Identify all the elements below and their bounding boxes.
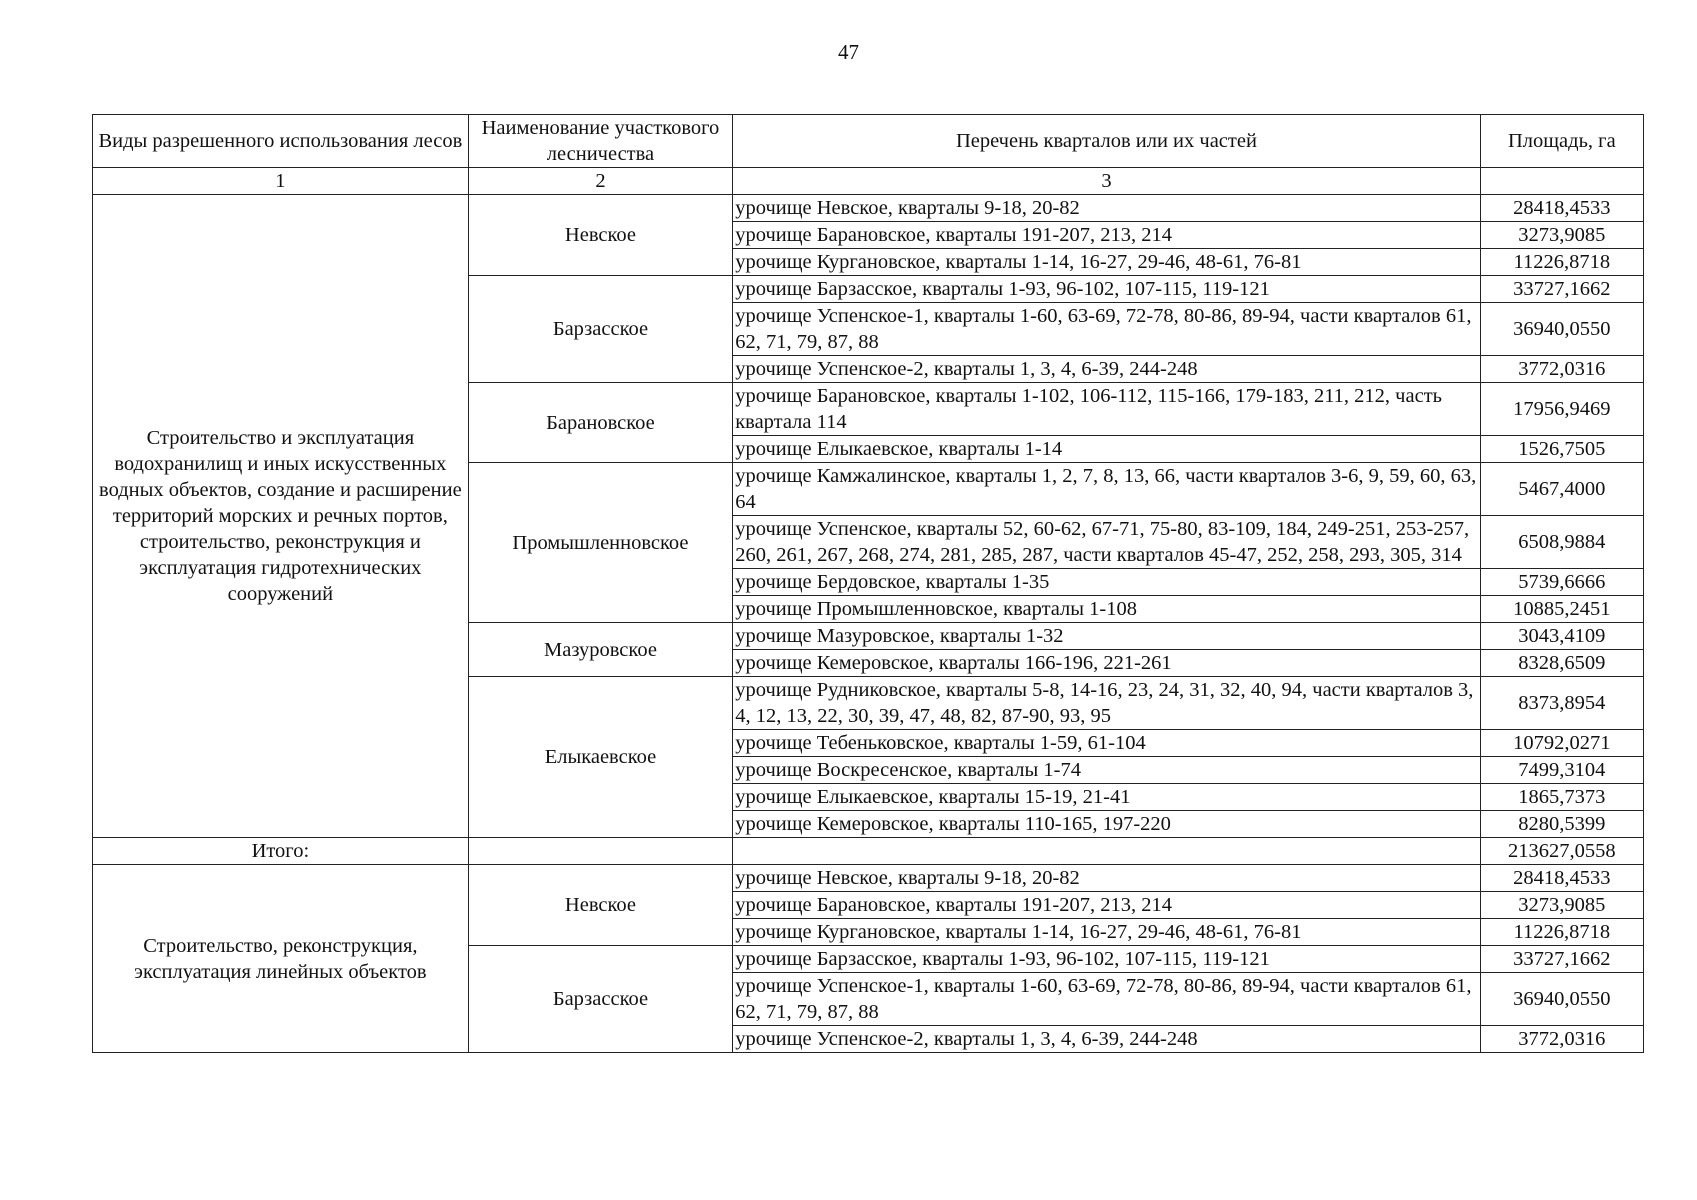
quarters-cell: урочище Барзасское, кварталы 1-93, 96-102, 107-115, 119-121	[733, 946, 1480, 973]
area-cell: 1865,7373	[1480, 784, 1643, 811]
area-cell: 3772,0316	[1480, 1026, 1643, 1053]
area-cell: 3043,4109	[1480, 623, 1643, 650]
column-number	[1480, 168, 1643, 195]
forest-use-table	[92, 114, 1644, 1053]
area-cell: 10885,2451	[1480, 596, 1643, 623]
quarters-cell: урочище Воскресенское, кварталы 1-74	[733, 757, 1480, 784]
quarters-cell: урочище Барзасское, кварталы 1-93, 96-102, 107-115, 119-121	[733, 276, 1480, 303]
quarters-cell: урочище Мазуровское, кварталы 1-32	[733, 623, 1480, 650]
header-area: Площадь, га	[1480, 115, 1643, 168]
area-cell: 7499,3104	[1480, 757, 1643, 784]
forestry-name-cell: Барзасское	[468, 276, 733, 383]
quarters-cell: урочище Барановское, кварталы 191-207, 213, 214	[733, 222, 1480, 249]
total-area: 213627,0558	[1480, 838, 1643, 865]
column-number-row	[93, 168, 1644, 195]
quarters-cell: урочище Успенское-2, кварталы 1, 3, 4, 6-39, 244-248	[733, 356, 1480, 383]
area-cell: 6508,9884	[1480, 516, 1643, 569]
quarters-cell: урочище Тебеньковское, кварталы 1-59, 61-104	[733, 730, 1480, 757]
empty-cell	[468, 838, 733, 865]
area-cell: 5467,4000	[1480, 463, 1643, 516]
header-use-type: Виды разрешенного использования лесов	[93, 115, 469, 168]
quarters-cell: урочище Успенское-2, кварталы 1, 3, 4, 6-39, 244-248	[733, 1026, 1480, 1053]
area-cell: 28418,4533	[1480, 195, 1643, 222]
header-quarters-list: Перечень кварталов или их частей	[733, 115, 1480, 168]
header-forestry-name: Наименование участкового лесничества	[468, 115, 733, 168]
area-cell: 1526,7505	[1480, 436, 1643, 463]
area-cell: 10792,0271	[1480, 730, 1643, 757]
table-row	[93, 865, 1644, 892]
quarters-cell: урочище Бердовское, кварталы 1-35	[733, 569, 1480, 596]
area-cell: 5739,6666	[1480, 569, 1643, 596]
quarters-cell: урочище Барановское, кварталы 191-207, 213, 214	[733, 892, 1480, 919]
area-cell: 3273,9085	[1480, 892, 1643, 919]
area-cell: 36940,0550	[1480, 303, 1643, 356]
quarters-cell: урочище Кемеровское, кварталы 110-165, 197-220	[733, 811, 1480, 838]
area-cell: 8328,6509	[1480, 650, 1643, 677]
quarters-cell: урочище Кургановское, кварталы 1-14, 16-27, 29-46, 48-61, 76-81	[733, 919, 1480, 946]
forestry-name-cell: Барзасское	[468, 946, 733, 1053]
area-cell: 3772,0316	[1480, 356, 1643, 383]
area-cell: 36940,0550	[1480, 973, 1643, 1026]
area-cell: 11226,8718	[1480, 919, 1643, 946]
column-number: 2	[468, 168, 733, 195]
use-type-cell: Строительство, реконструкция, эксплуатация линейных объектов	[93, 865, 469, 1053]
area-cell: 28418,4533	[1480, 865, 1643, 892]
table-body	[93, 195, 1644, 1053]
quarters-cell: урочище Елыкаевское, кварталы 15-19, 21-41	[733, 784, 1480, 811]
use-type-cell: Строительство и эксплуатация водохранилищ и иных искусственных водных объектов, создание и расширение территорий морских и речных портов, строительство, реконструкция и эксплуатация гидротехнических сооружений	[93, 195, 469, 838]
total-row	[93, 838, 1644, 865]
forestry-name-cell: Промышленновское	[468, 463, 733, 623]
total-label: Итого:	[93, 838, 469, 865]
forestry-name-cell: Барановское	[468, 383, 733, 463]
forestry-name-cell: Мазуровское	[468, 623, 733, 677]
column-number: 1	[93, 168, 469, 195]
forestry-name-cell: Невское	[468, 865, 733, 946]
table-row	[93, 195, 1644, 222]
empty-cell	[733, 838, 1480, 865]
header-row	[93, 115, 1644, 168]
quarters-cell: урочище Рудниковское, кварталы 5-8, 14-16, 23, 24, 31, 32, 40, 94, части кварталов 3, 4, 12, 13, 22, 30, 39, 47, 48, 82, 87-90, 93, 95	[733, 677, 1480, 730]
area-cell: 17956,9469	[1480, 383, 1643, 436]
quarters-cell: урочище Промышленновское, кварталы 1-108	[733, 596, 1480, 623]
column-number: 3	[733, 168, 1480, 195]
area-cell: 3273,9085	[1480, 222, 1643, 249]
area-cell: 33727,1662	[1480, 276, 1643, 303]
page-number: 47	[838, 40, 859, 64]
quarters-cell: урочище Камжалинское, кварталы 1, 2, 7, 8, 13, 66, части кварталов 3-6, 9, 59, 60, 63, 64	[733, 463, 1480, 516]
quarters-cell: урочище Барановское, кварталы 1-102, 106-112, 115-166, 179-183, 211, 212, часть квартала 114	[733, 383, 1480, 436]
quarters-cell: урочище Успенское-1, кварталы 1-60, 63-69, 72-78, 80-86, 89-94, части кварталов 61, 62, 71, 79, 87, 88	[733, 303, 1480, 356]
quarters-cell: урочище Елыкаевское, кварталы 1-14	[733, 436, 1480, 463]
forestry-name-cell: Елыкаевское	[468, 677, 733, 838]
quarters-cell: урочище Невское, кварталы 9-18, 20-82	[733, 865, 1480, 892]
quarters-cell: урочище Кемеровское, кварталы 166-196, 221-261	[733, 650, 1480, 677]
quarters-cell: урочище Кургановское, кварталы 1-14, 16-27, 29-46, 48-61, 76-81	[733, 249, 1480, 276]
quarters-cell: урочище Успенское-1, кварталы 1-60, 63-69, 72-78, 80-86, 89-94, части кварталов 61, 62, 71, 79, 87, 88	[733, 973, 1480, 1026]
area-cell: 11226,8718	[1480, 249, 1643, 276]
quarters-cell: урочище Невское, кварталы 9-18, 20-82	[733, 195, 1480, 222]
area-cell: 8373,8954	[1480, 677, 1643, 730]
area-cell: 8280,5399	[1480, 811, 1643, 838]
forestry-name-cell: Невское	[468, 195, 733, 276]
quarters-cell: урочище Успенское, кварталы 52, 60-62, 67-71, 75-80, 83-109, 184, 249-251, 253-257, 260, 261, 267, 268, 274, 281, 285, 287, части кварталов 45-47, 252, 258, 293, 305, 314	[733, 516, 1480, 569]
area-cell: 33727,1662	[1480, 946, 1643, 973]
